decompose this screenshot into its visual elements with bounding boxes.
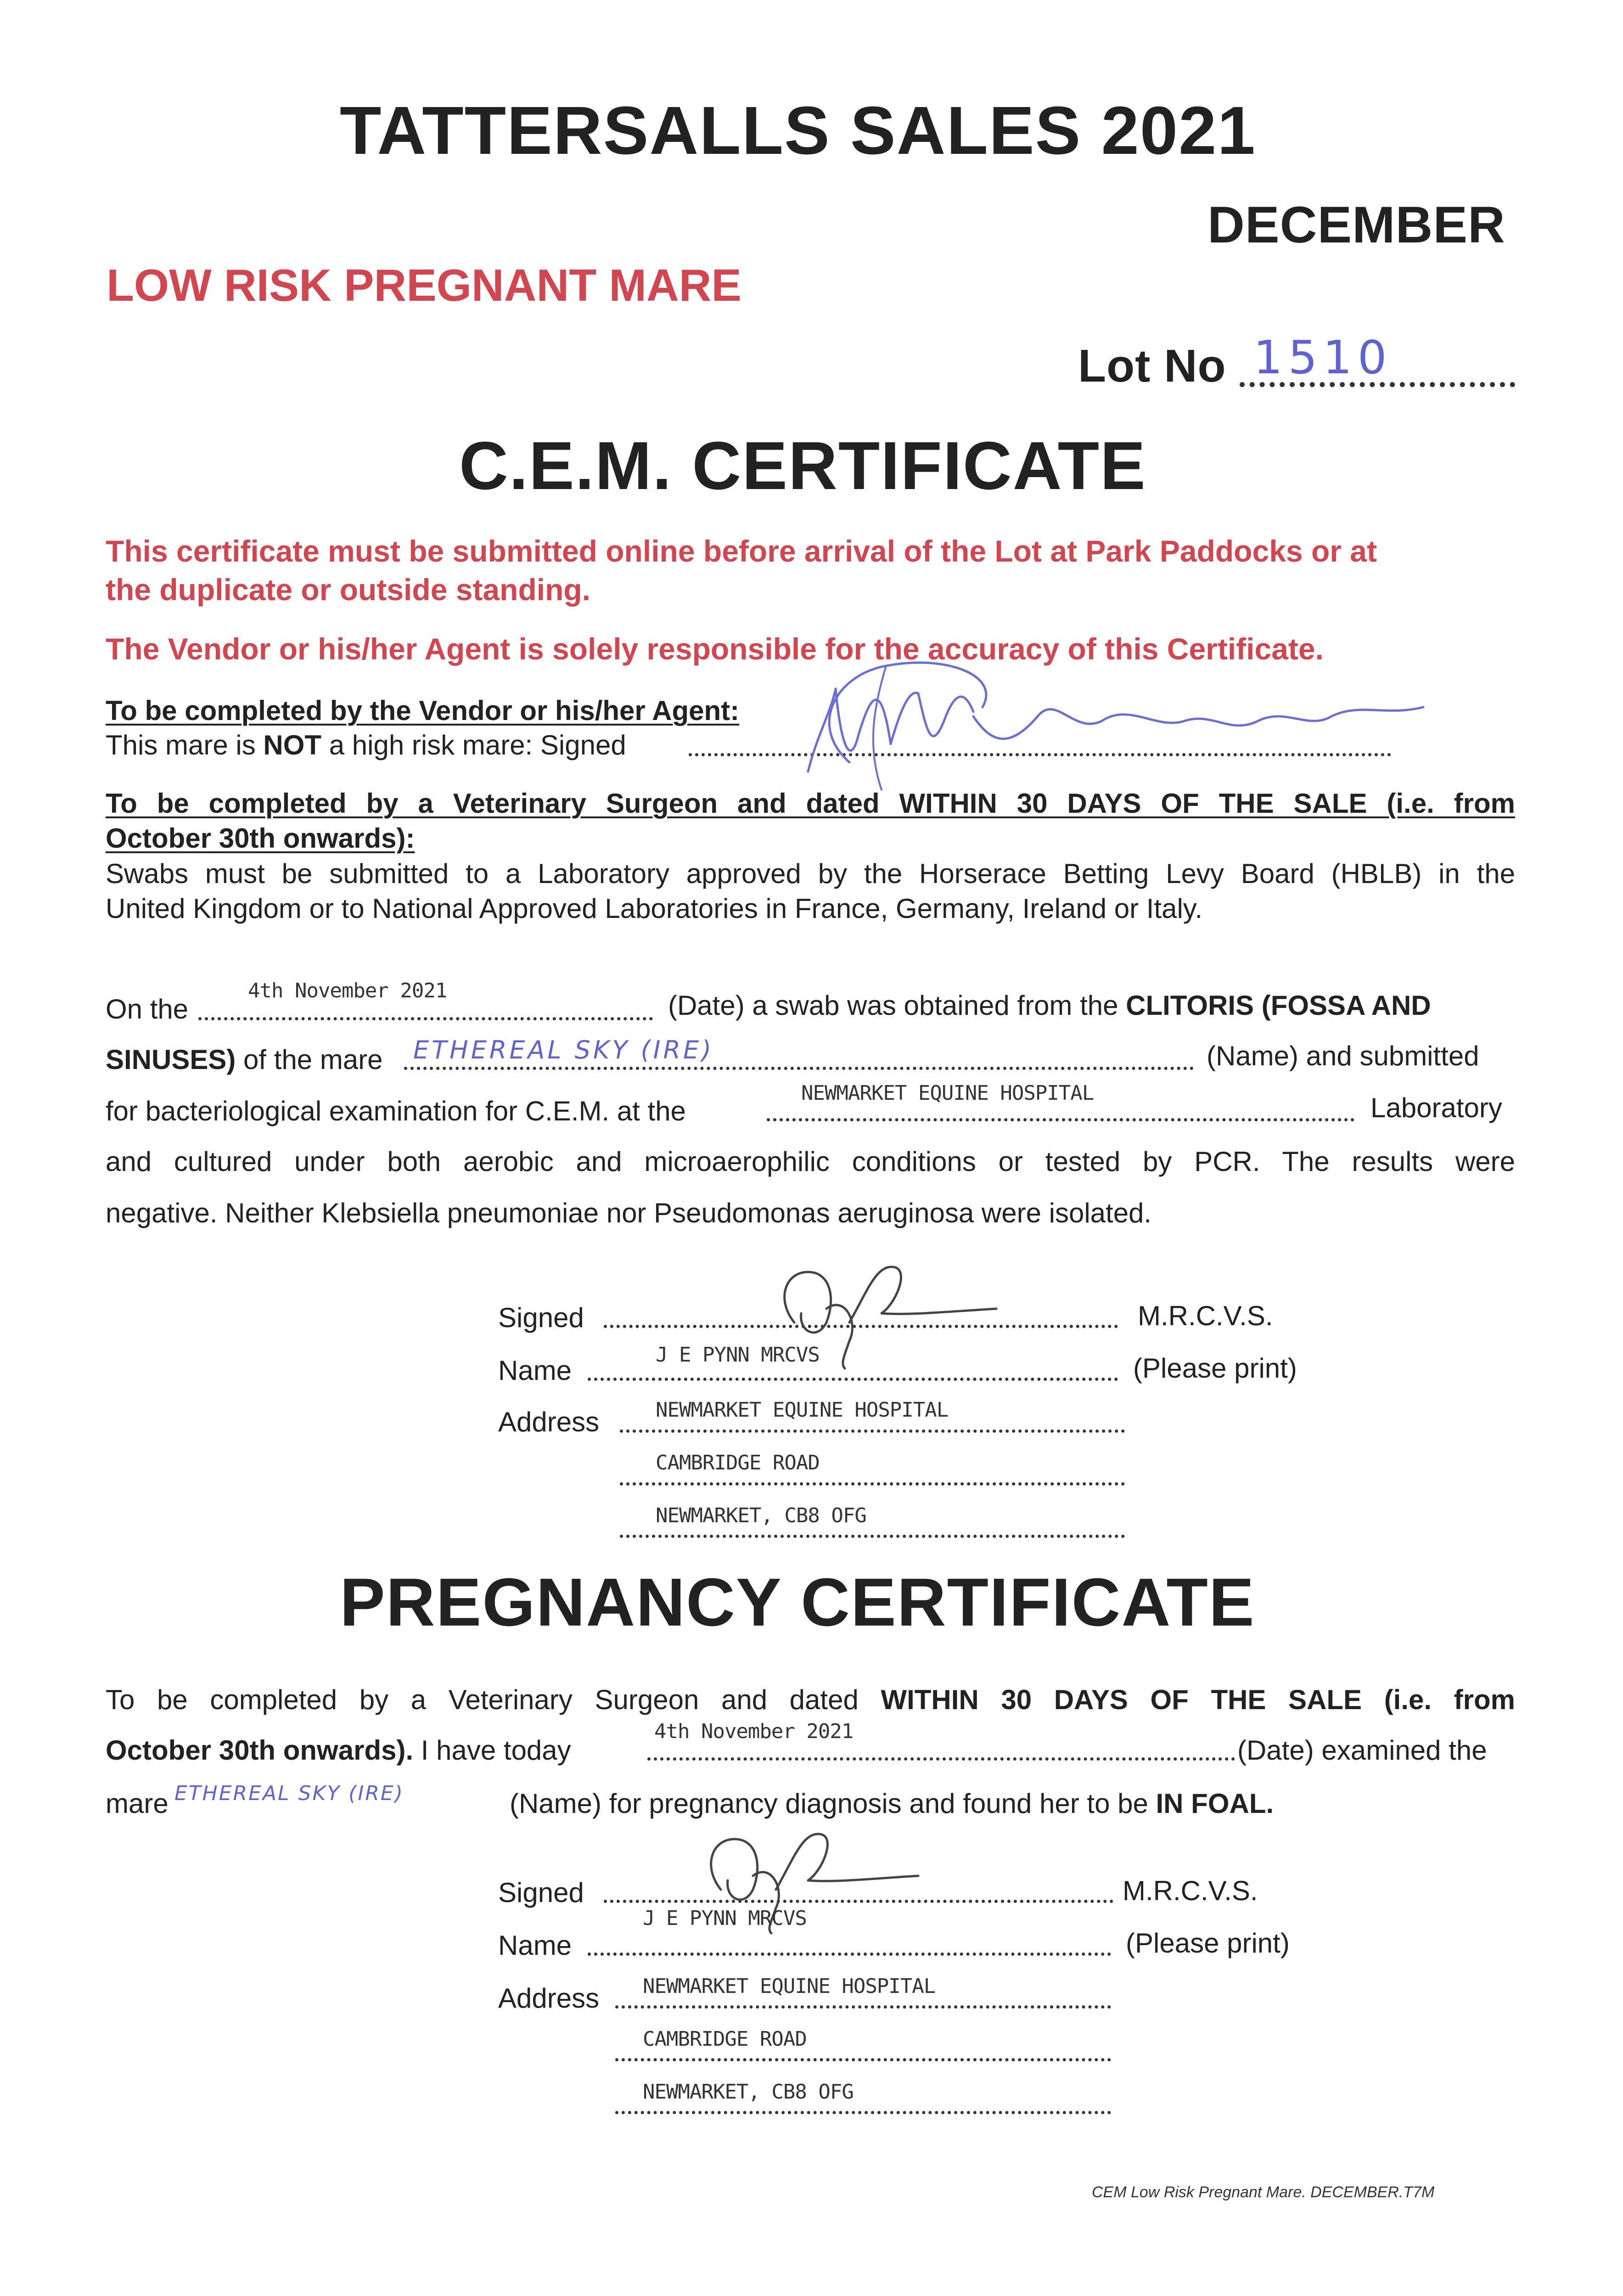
- examined-label: (Date) examined the: [1237, 1735, 1487, 1766]
- preg-address-2: CAMBRIDGE ROAD: [643, 2027, 807, 2051]
- on-the-label: On the: [106, 994, 189, 1024]
- swabs-instruction-cont: United Kingdom or to National Approved Laboratories in France, Germany, Ireland or Italy.: [106, 893, 1203, 924]
- laboratory-line: [767, 1118, 1354, 1121]
- vet-section-heading-cont: October 30th onwards):: [106, 823, 415, 854]
- swab-statement: (Date) a swab was obtained from the CLITORIS (FOSSA AND: [668, 990, 1431, 1021]
- laboratory-label: Laboratory: [1370, 1092, 1502, 1123]
- preg-address-line-3: [615, 2111, 1111, 2114]
- vet-section-heading: To be completed by a Veterinary Surgeon and dated WITHIN 30 DAYS OF THE SALE (i.e. from: [106, 788, 1515, 819]
- sale-name: DECEMBER: [1207, 196, 1505, 253]
- pregnancy-mare-label: mare: [106, 1788, 168, 1819]
- cem-please-print: (Please print): [1133, 1353, 1297, 1384]
- preg-address-1: NEWMARKET EQUINE HOSPITAL: [643, 1975, 936, 1998]
- preg-address-label: Address: [498, 1983, 600, 2014]
- preg-name-label: Name: [498, 1930, 572, 1961]
- responsibility-notice: The Vendor or his/her Agent is solely responsible for the accuracy of this Certificate.: [106, 632, 1324, 666]
- cem-address-line-3: [620, 1535, 1125, 1538]
- bacteriological-label: for bacteriological examination for C.E.M. at the: [106, 1096, 686, 1126]
- pregnancy-date-line: October 30th onwards). I have today: [106, 1735, 571, 1766]
- cem-signed-label: Signed: [498, 1302, 584, 1333]
- preg-address-line-1: [615, 2005, 1111, 2009]
- document-title: TATTERSALLS SALES 2021: [340, 93, 1256, 169]
- pregnancy-heading: PREGNANCY CERTIFICATE: [340, 1564, 1255, 1640]
- mare-line: SINUSES) of the mare: [106, 1044, 383, 1075]
- footer-form-code: CEM Low Risk Pregnant Mare. DECEMBER.T7M: [1092, 2183, 1435, 2201]
- vendor-signature: [781, 597, 1446, 808]
- submission-notice: This certificate must be submitted online before arrival of the Lot at Park Paddocks or at: [106, 534, 1377, 568]
- cem-mare-name-handwritten: ETHEREAL SKY (IRE): [413, 1035, 714, 1064]
- cem-address-3: NEWMARKET, CB8 OFG: [656, 1504, 866, 1527]
- laboratory-value: NEWMARKET EQUINE HOSPITAL: [801, 1081, 1094, 1105]
- cem-mare-name-line: [404, 1067, 1194, 1070]
- cem-vet-name: J E PYNN MRCVS: [656, 1343, 820, 1367]
- swabs-instruction: Swabs must be submitted to a Laboratory approved by the Horserace Betting Levy Board (HBLB) in the: [106, 858, 1515, 889]
- name-submitted-label: (Name) and submitted: [1207, 1041, 1479, 1071]
- lot-label: Lot No: [1078, 340, 1226, 392]
- preg-signed-label: Signed: [498, 1877, 584, 1908]
- cem-date-line: [198, 1017, 653, 1020]
- negative-statement: negative. Neither Klebsiella pneumoniae nor Pseudomonas aeruginosa were isolated.: [106, 1198, 1152, 1228]
- pregnancy-instruction: To be completed by a Veterinary Surgeon and dated WITHIN 30 DAYS OF THE SALE (i.e. from: [106, 1684, 1515, 1715]
- cem-mrcvs-label: M.R.C.V.S.: [1138, 1300, 1273, 1331]
- pregnancy-mare-name-handwritten: ETHEREAL SKY (IRE): [174, 1782, 404, 1805]
- pregnancy-finding: (Name) for pregnancy diagnosis and found her to be IN FOAL.: [510, 1788, 1274, 1819]
- preg-vet-name: J E PYNN MRCVS: [643, 1907, 807, 1930]
- preg-please-print: (Please print): [1126, 1928, 1290, 1958]
- cem-address-line-1: [620, 1429, 1125, 1433]
- preg-mrcvs-label: M.R.C.V.S.: [1123, 1875, 1258, 1906]
- lot-number-handwritten: 1510: [1253, 331, 1393, 384]
- culture-statement: and cultured under both aerobic and microaerophilic conditions or tested by PCR. The results were: [106, 1146, 1515, 1177]
- preg-address-3: NEWMARKET, CB8 OFG: [643, 2080, 854, 2104]
- cem-heading: C.E.M. CERTIFICATE: [459, 428, 1146, 504]
- category-label: LOW RISK PREGNANT MARE: [107, 260, 741, 310]
- pregnancy-date-dotline: [647, 1757, 1235, 1761]
- cem-date-value: 4th November 2021: [248, 979, 447, 1002]
- submission-notice-cont: the duplicate or outside standing.: [106, 573, 591, 607]
- preg-name-line: [588, 1953, 1111, 1956]
- cem-name-label: Name: [498, 1355, 572, 1386]
- cem-address-2: CAMBRIDGE ROAD: [656, 1451, 820, 1474]
- cem-address-line-2: [620, 1482, 1125, 1486]
- vendor-declaration: This mare is NOT a high risk mare: Signed: [106, 730, 626, 760]
- preg-address-line-2: [615, 2058, 1111, 2061]
- cem-name-line: [588, 1378, 1118, 1381]
- pregnancy-date-value: 4th November 2021: [654, 1720, 854, 1743]
- cem-address-1: NEWMARKET EQUINE HOSPITAL: [656, 1398, 949, 1422]
- vendor-section-heading: To be completed by the Vendor or his/her Agent:: [106, 695, 740, 726]
- cem-address-label: Address: [498, 1407, 600, 1437]
